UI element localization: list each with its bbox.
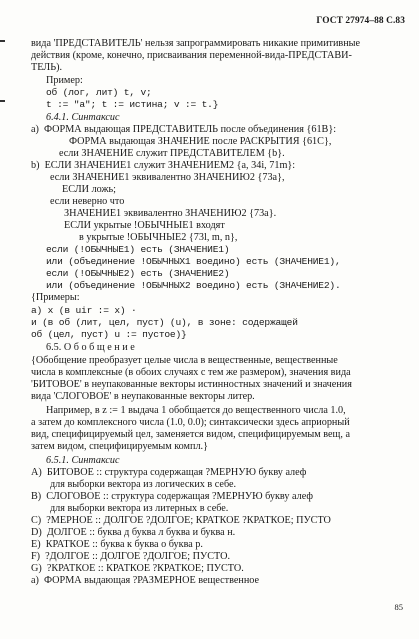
- code-line: t := "a"; t := истина; v := t.}: [46, 99, 219, 110]
- rule-line: если ЗНАЧЕНИЕ служит ПРЕДСТАВИТЕЛЕМ {b}.: [59, 148, 285, 159]
- code-line: об (лог, лит) t, v;: [46, 87, 152, 98]
- rule-line: если неверно что: [50, 196, 125, 207]
- paragraph-line: {Обобщение преобразует целые числа в вещественные, вещественные: [31, 355, 338, 366]
- paragraph-line: вида 'СЛОГОВОЕ' в неупакованные векторы литер.: [31, 391, 255, 402]
- example-line: и (в об (лит, цел, пуст) (u), в зоне: содержащей: [31, 317, 298, 328]
- paragraph-line: а затем до комплексного числа (1.0, 0.0); синтаксически здесь априорный: [31, 417, 350, 428]
- paragraph-line: Например, в z := 1 выдача 1 обобщается до вещественного числа 1.0,: [46, 405, 346, 416]
- rule-line: ФОРМА выдающая ЗНАЧЕНИЕ после РАСКРЫТИЯ {61C},: [69, 136, 332, 147]
- rule-line: в укрытые !ОБЫЧНЫЕ2 {73l, m, n},: [79, 232, 238, 243]
- paragraph-line: числа в комплексные (в обоих случаях с тем же размером), значения вида: [31, 367, 351, 378]
- example-line: об (цел, пуст) u := пустое)}: [31, 329, 187, 340]
- rule-line: F) ?ДОЛГОЕ :: ДОЛГОЕ ?ДОЛГОЕ; ПУСТО.: [31, 551, 231, 562]
- scan-margin-mark: [0, 100, 5, 102]
- rule-line: или (объединение !ОБЫЧНЫХ1 воедино) есть (ЗНАЧЕНИЕ1),: [46, 256, 341, 267]
- rule-line: если (!ОБЫЧНЫЕ1) есть (ЗНАЧЕНИЕ1): [46, 244, 230, 255]
- rule-line: G) ?КРАТКОЕ :: КРАТКОЕ ?КРАТКОЕ; ПУСТО.: [31, 563, 244, 574]
- paragraph-line: затем видом, специфицируемым компл.}: [31, 441, 208, 452]
- rule-line: A) БИТОВОЕ :: структура содержащая ?МЕРНУЮ букву алеф: [31, 467, 307, 478]
- rule-line: для выборки вектора из литерных в себе.: [50, 503, 229, 514]
- text-line: вида 'ПРЕДСТАВИТЕЛЬ' нельзя запрограммировать никакие примитивные: [31, 38, 361, 49]
- rule-line: ЕСЛИ укрытые !ОБЫЧНЫЕ1 входят: [64, 220, 225, 231]
- rule-line: ЗНАЧЕНИЕ1 эквивалентно ЗНАЧЕНИЮ2 {73a}.: [64, 208, 277, 219]
- text-line: ТЕЛЬ).: [31, 62, 63, 73]
- rule-line: E) КРАТКОЕ :: буква к буква о буква р.: [31, 539, 203, 550]
- page-header: ГОСТ 27974–88 С.83: [316, 16, 405, 26]
- example-line: {Примеры:: [31, 292, 80, 303]
- section-heading: 6.5.1. Синтаксис: [46, 455, 120, 466]
- rule-line: D) ДОЛГОЕ :: буква д буква л буква и буква н.: [31, 527, 236, 538]
- text-line: действия (кроме, конечно, присваивания переменной-вида-ПРЕДСТАВИ-: [31, 50, 352, 61]
- rule-line: C) ?МЕРНОЕ :: ДОЛГОЕ ?ДОЛГОЕ; КРАТКОЕ ?КРАТКОЕ; ПУСТО: [31, 515, 331, 526]
- rule-line: а) ФОРМА выдающая ?РАЗМЕРНОЕ вещественное: [31, 575, 260, 586]
- page-number: 85: [394, 602, 403, 612]
- section-heading: 6.5. О б о б щ е н и е: [46, 342, 135, 353]
- rule-line: если (!ОБЫЧНЫЕ2) есть (ЗНАЧЕНИЕ2): [46, 268, 230, 279]
- paragraph-line: 'БИТОВОЕ' в неупакованные векторы истинностных значений и значения: [31, 379, 352, 390]
- text-line: Пример:: [46, 75, 83, 86]
- rule-line: b) ЕСЛИ ЗНАЧЕНИЕ1 служит ЗНАЧЕНИЕМ2 {a, 34i, 71m}:: [31, 160, 296, 171]
- rule-line: B) СЛОГОВОЕ :: структура содержащая ?МЕРНУЮ букву алеф: [31, 491, 313, 502]
- rule-line: для выборки вектора из логических в себе.: [50, 479, 237, 490]
- rule-line: или (объединение !ОБЫЧНЫХ2 воедино) есть (ЗНАЧЕНИЕ2).: [46, 280, 341, 291]
- example-line: а) x (в uir := x) ·: [31, 305, 137, 316]
- scan-margin-mark: [0, 40, 5, 42]
- rule-line: а) ФОРМА выдающая ПРЕДСТАВИТЕЛЬ после объединения {61B}:: [31, 124, 337, 135]
- rule-line: если ЗНАЧЕНИЕ1 эквивалентно ЗНАЧЕНИЮ2 {73a},: [50, 172, 285, 183]
- rule-line: ЕСЛИ ложь;: [62, 184, 117, 195]
- section-heading: 6.4.1. Синтаксис: [46, 112, 120, 123]
- paragraph-line: вид, специфицируемый цел, заменяется видом, специфицируемым вещ, а: [31, 429, 350, 440]
